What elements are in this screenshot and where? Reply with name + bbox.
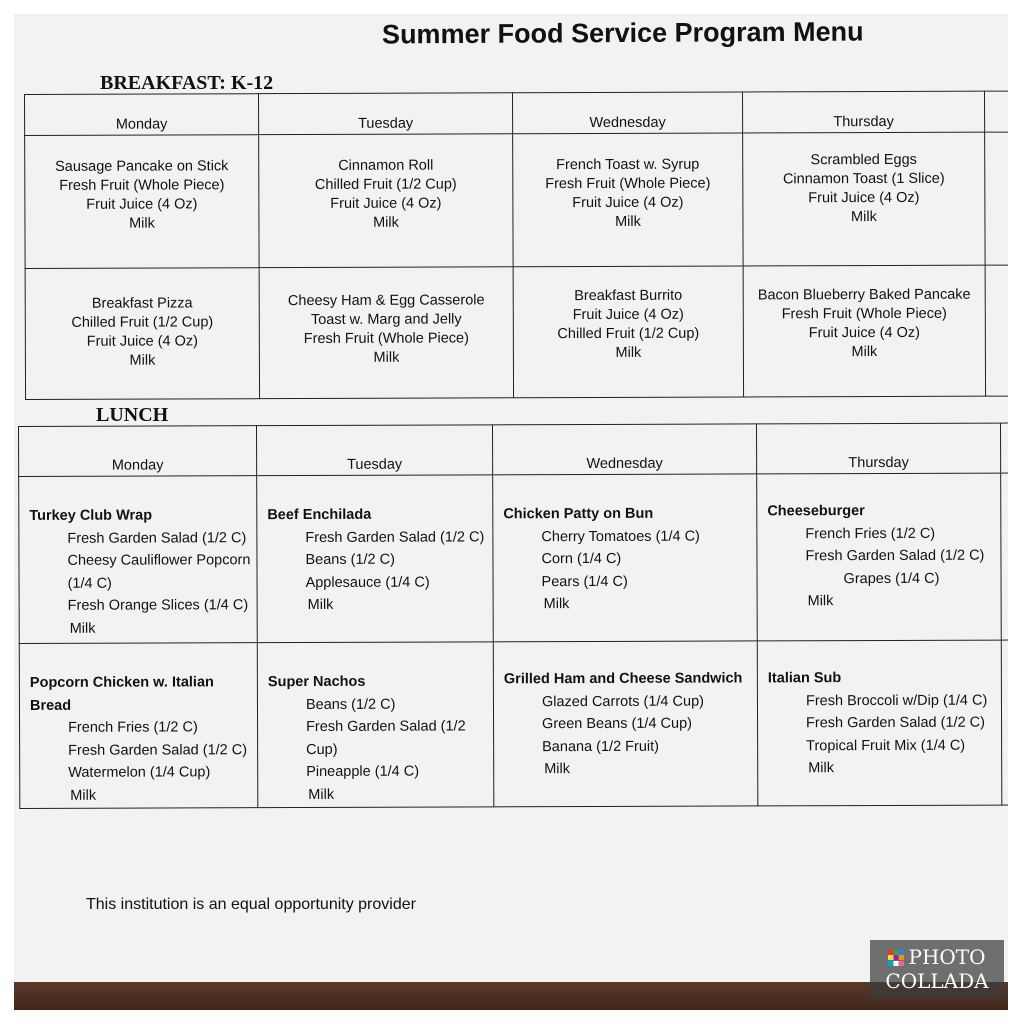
photo-frame <box>14 14 1008 1010</box>
day-header: Monday <box>19 426 257 477</box>
menu-item: Fresh Fruit (Whole Piece) <box>59 177 225 194</box>
main-dish: Popcorn Chicken w. Italian Bread <box>29 674 214 714</box>
side-item: French Fries (1/2 C) <box>68 719 198 736</box>
side-item: French Fries (1/2 C) <box>805 525 936 542</box>
menu-item: Milk <box>615 213 641 230</box>
menu-item: Bacon Blueberry Baked Pancake <box>757 286 971 304</box>
breakfast-cell <box>513 133 743 267</box>
day-header: Thursday <box>742 91 984 133</box>
menu-item: Milk <box>851 344 878 361</box>
side-item: Fresh Garden Salad (1/2 C) <box>67 529 247 547</box>
menu-item: Milk <box>129 215 155 232</box>
lunch-cell <box>257 642 494 808</box>
milk-item: Milk <box>70 787 97 804</box>
menu-item: Cheesy Ham & Egg Casserole <box>287 292 485 310</box>
cut-off-cell <box>985 265 1008 396</box>
menu-item: Fruit Juice (4 Oz) <box>572 194 684 212</box>
breakfast-cell <box>743 265 985 397</box>
cut-off-cell <box>1001 640 1008 805</box>
day-header: Wednesday <box>492 424 756 475</box>
milk-item: Milk <box>807 593 834 610</box>
side-item: Fresh Orange Slices (1/4 C) <box>67 597 249 614</box>
menu-item: Fruit Juice (4 Oz) <box>808 189 920 207</box>
equal-opportunity-note: This institution is an equal opportunity provider <box>86 896 416 913</box>
lunch-heading: LUNCH <box>96 404 169 426</box>
wooden-desk-edge <box>14 982 1008 1010</box>
photo-collada-logo-icon <box>888 950 904 966</box>
menu-item: Milk <box>615 344 642 361</box>
lunch-header-row <box>19 423 1008 477</box>
cut-off-column <box>1000 423 1008 473</box>
cut-off-cell <box>1001 473 1008 640</box>
day-header: Thursday <box>756 423 1000 474</box>
side-item: Corn (1/4 C) <box>541 550 622 568</box>
main-dish: Grilled Ham and Cheese Sandwich <box>503 670 743 688</box>
day-header: Wednesday <box>512 92 742 134</box>
side-item: Watermelon (1/4 Cup) <box>68 764 211 781</box>
menu-item: Fresh Fruit (Whole Piece) <box>781 305 947 323</box>
photo-collada-watermark <box>870 940 1004 998</box>
side-item: Glazed Carrots (1/4 Cup) <box>541 693 704 710</box>
cut-off-cell <box>985 132 1008 265</box>
menu-item: Milk <box>373 349 400 366</box>
side-item: Tropical Fruit Mix (1/4 C) <box>806 737 966 754</box>
menu-item: Fruit Juice (4 Oz) <box>330 195 442 212</box>
side-item: Applesauce (1/4 C) <box>305 574 430 591</box>
page-title: Summer Food Service Program Menu <box>381 16 864 50</box>
lunch-cell <box>493 641 758 807</box>
breakfast-cell <box>25 268 259 400</box>
side-item: Beans (1/2 C) <box>305 551 395 568</box>
lunch-row <box>19 640 1008 809</box>
side-item: Beans (1/2 C) <box>305 696 396 713</box>
milk-item: Milk <box>808 760 835 777</box>
lunch-cell <box>257 475 494 643</box>
lunch-cell <box>19 643 258 809</box>
day-header: Tuesday <box>257 425 493 476</box>
menu-item: French Toast w. Syrup <box>556 156 700 174</box>
side-item: Fresh Garden Salad (1/2 C) <box>305 528 485 546</box>
menu-item: Scrambled Eggs <box>810 151 917 169</box>
main-dish: Beef Enchilada <box>267 506 372 524</box>
menu-item: Chilled Fruit (1/2 Cup) <box>314 176 457 193</box>
milk-item: Milk <box>307 596 334 613</box>
milk-item: Milk <box>308 786 335 803</box>
side-item: Pineapple (1/4 C) <box>306 763 420 780</box>
main-dish: Italian Sub <box>767 670 842 687</box>
menu-item: Cinnamon Roll <box>338 157 434 174</box>
breakfast-heading: BREAKFAST: K-12 <box>100 72 274 94</box>
watermark-line2: COLLADA <box>885 969 989 993</box>
main-dish: Chicken Patty on Bun <box>503 505 654 523</box>
milk-item: Milk <box>69 620 96 637</box>
breakfast-cell <box>513 266 743 398</box>
lunch-row <box>19 473 1008 644</box>
menu-item: Fresh Fruit (Whole Piece) <box>303 330 469 348</box>
menu-item: Milk <box>129 352 156 369</box>
breakfast-cell <box>743 132 985 266</box>
side-item: Fresh Broccoli w/Dip (1/4 C) <box>805 692 988 709</box>
lunch-cell <box>757 640 1002 806</box>
lunch-cell <box>19 476 258 644</box>
lunch-cell <box>493 474 758 642</box>
menu-item: Fruit Juice (4 Oz) <box>808 324 920 342</box>
lunch-menu-table <box>18 422 1008 809</box>
side-item: Pears (1/4 C) <box>541 573 628 590</box>
menu-item: Fruit Juice (4 Oz) <box>572 306 684 324</box>
main-dish: Super Nachos <box>267 673 366 691</box>
breakfast-header-row <box>25 91 1008 135</box>
breakfast-cell <box>259 267 513 399</box>
side-item: Fresh Garden Salad (1/2 Cup) <box>306 718 466 758</box>
milk-item: Milk <box>544 761 571 778</box>
side-item: Cheesy Cauliflower Popcorn (1/4 C) <box>67 552 251 592</box>
menu-item: Cinnamon Toast (1 Slice) <box>782 170 945 188</box>
side-item: Fresh Garden Salad (1/2 C) <box>805 547 985 565</box>
menu-item: Sausage Pancake on Stick <box>55 158 229 175</box>
menu-item: Toast w. Marg and Jelly <box>310 311 462 328</box>
breakfast-row <box>25 132 1008 268</box>
menu-item: Chilled Fruit (1/2 Cup) <box>71 314 214 331</box>
cut-off-column <box>984 91 1008 132</box>
breakfast-row <box>25 265 1008 399</box>
side-item: Fresh Garden Salad (1/2 C) <box>68 741 248 759</box>
menu-item: Breakfast Pizza <box>91 295 193 312</box>
menu-item: Milk <box>851 209 877 226</box>
menu-item: Fruit Juice (4 Oz) <box>86 333 198 350</box>
side-item: Cherry Tomatoes (1/4 C) <box>541 528 700 545</box>
menu-item: Fresh Fruit (Whole Piece) <box>545 175 711 193</box>
breakfast-cell <box>259 134 513 268</box>
lunch-cell <box>757 473 1002 641</box>
day-header: Monday <box>25 94 259 136</box>
side-item: Fresh Garden Salad (1/2 C) <box>806 714 985 732</box>
side-item: Banana (1/2 Fruit) <box>542 738 660 755</box>
watermark-line1: PHOTO <box>908 945 986 969</box>
side-item: Green Beans (1/4 Cup) <box>542 715 692 733</box>
menu-item: Milk <box>373 214 399 231</box>
milk-item: Milk <box>543 596 570 613</box>
menu-item: Breakfast Burrito <box>574 287 683 305</box>
side-item: Grapes (1/4 C) <box>843 570 940 587</box>
main-dish: Cheeseburger <box>767 503 865 520</box>
breakfast-cell <box>25 135 259 269</box>
day-header: Tuesday <box>259 93 513 135</box>
breakfast-menu-table <box>24 91 1008 400</box>
menu-item: Fruit Juice (4 Oz) <box>86 196 198 213</box>
main-dish: Turkey Club Wrap <box>29 507 153 524</box>
menu-item: Chilled Fruit (1/2 Cup) <box>557 325 700 343</box>
